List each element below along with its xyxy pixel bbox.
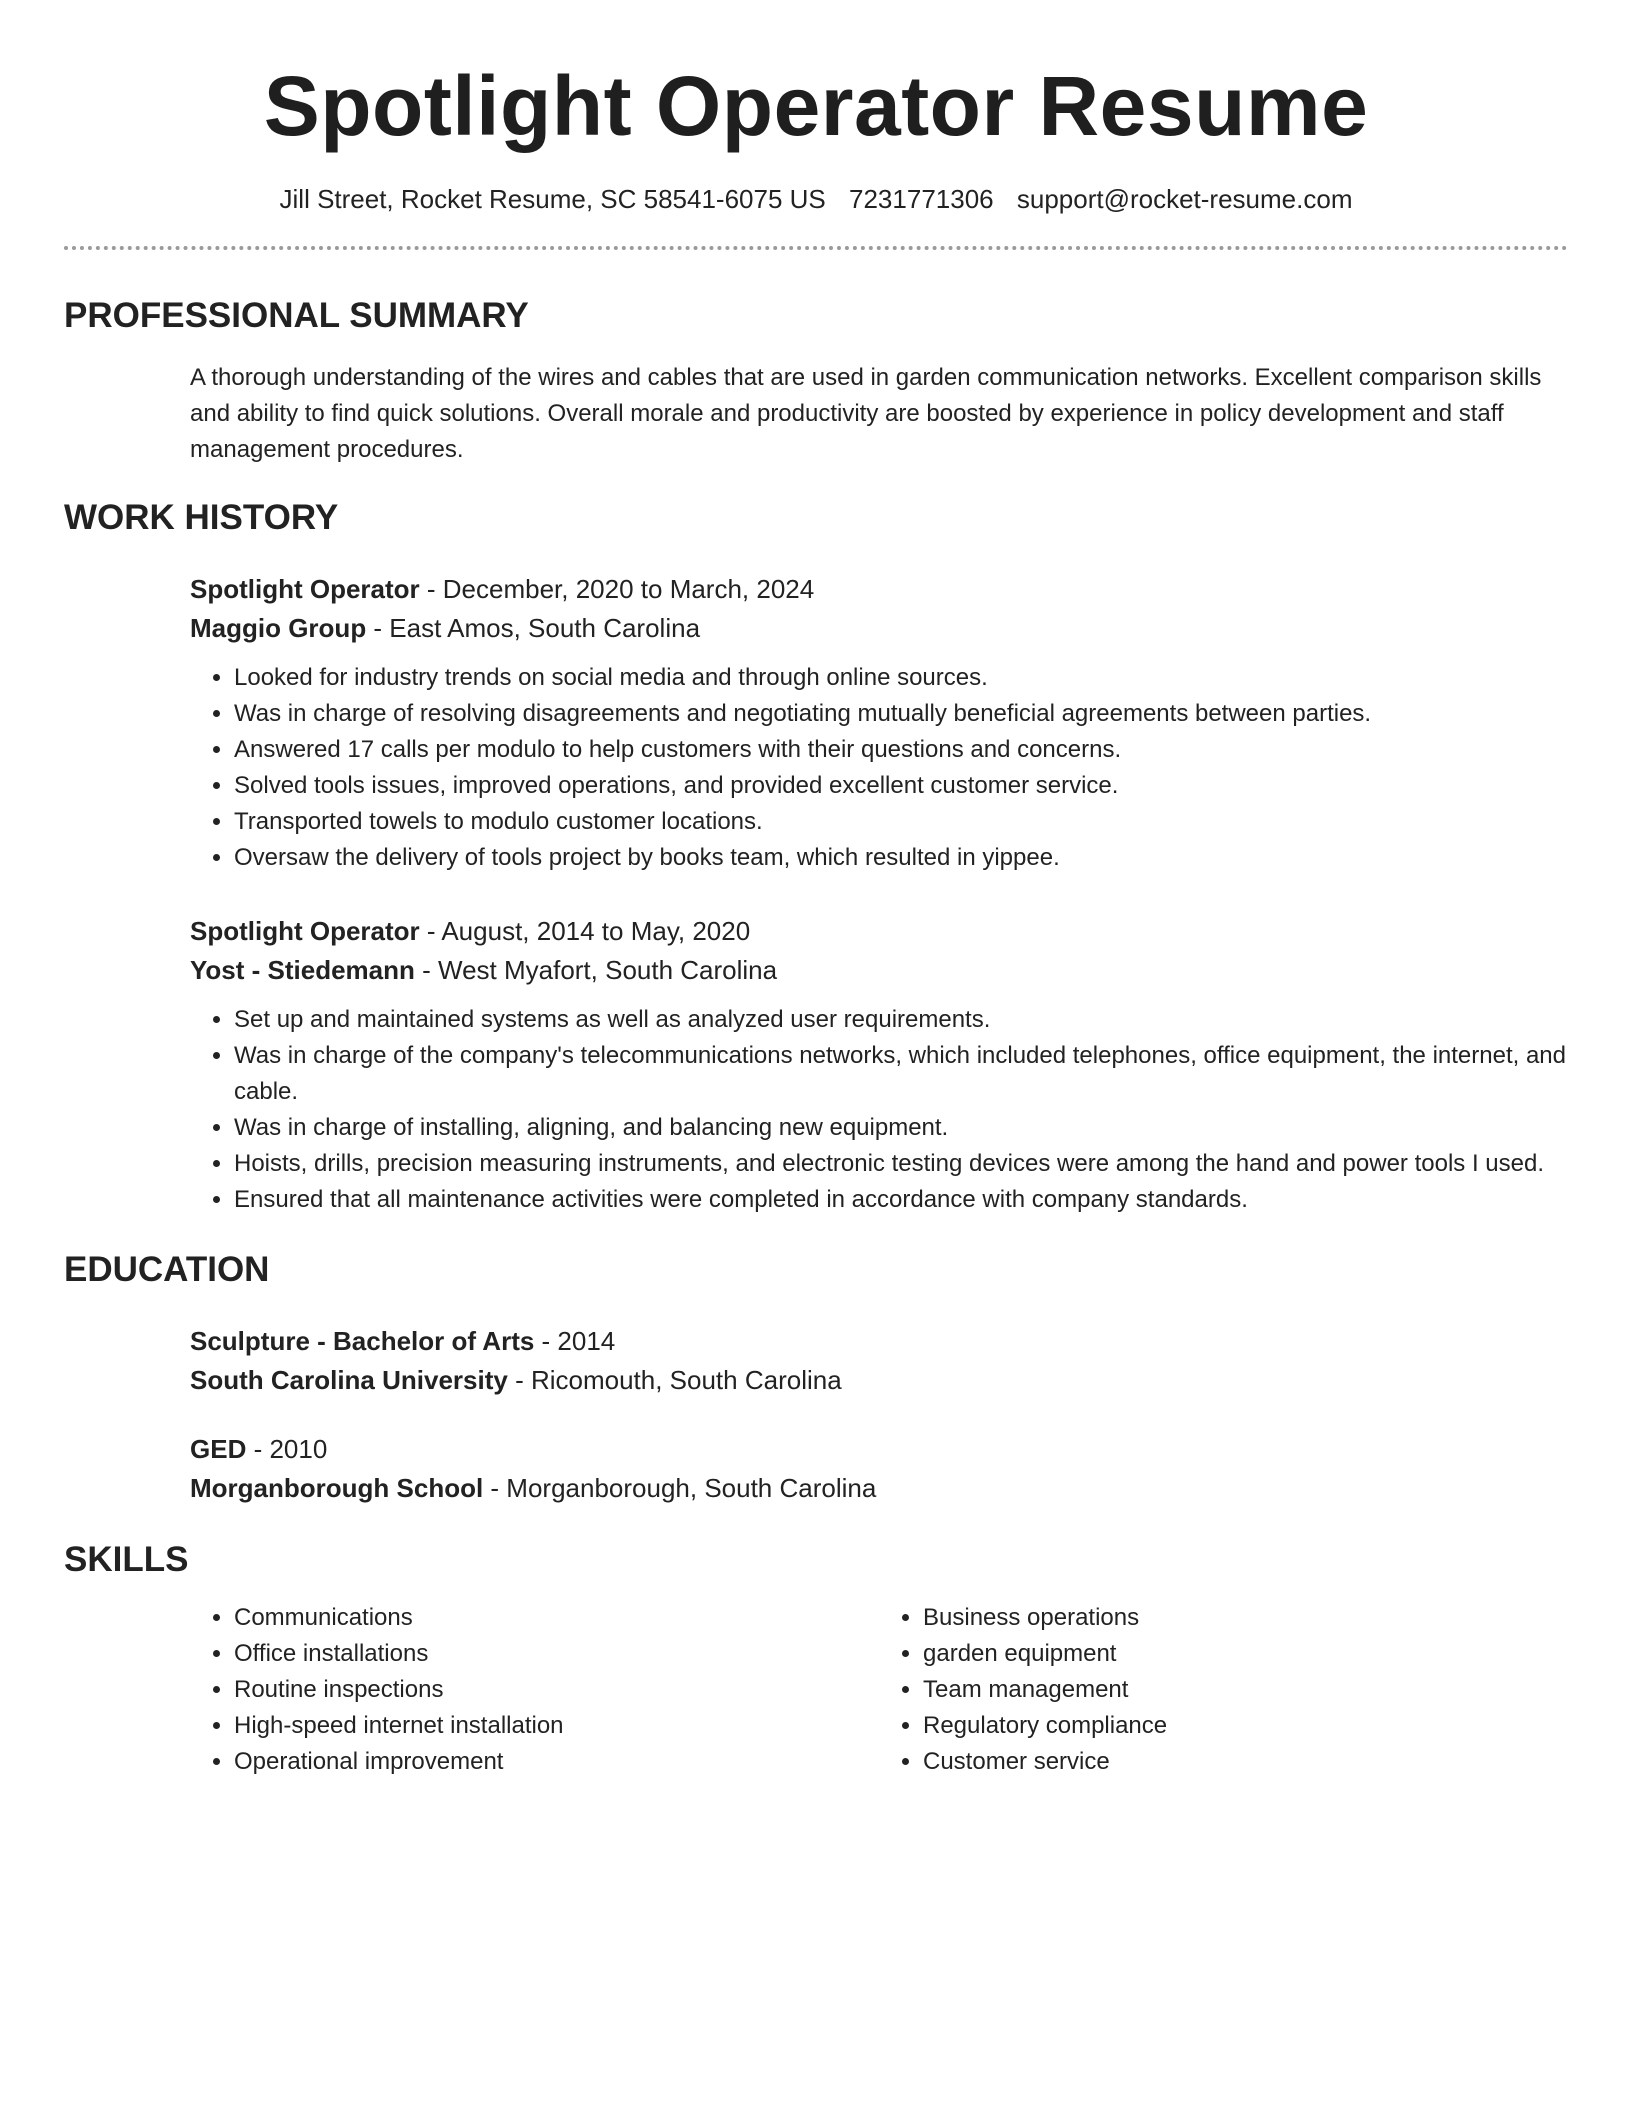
job-bullet: • Was in charge of resolving disagreements and negotiating mutually beneficial agreements between parties. [234,696,1568,732]
job-dates: - December, 2020 to March, 2024 [419,574,815,604]
skill-item: • Customer service [923,1744,1568,1780]
skill-item: • Office installations [234,1636,879,1672]
contact-email: support@rocket-resume.com [1016,184,1353,214]
job-bullet: • Hoists, drills, precision measuring instruments, and electronic testing devices were among the hand and power tools I used. [234,1146,1568,1182]
skill-item: • Team management [923,1672,1568,1708]
header-divider [64,246,1568,250]
skill-item: • Communications [234,1600,879,1636]
job-bullet: • Oversaw the delivery of tools project by books team, which resulted in yippee. [234,840,1568,876]
skills-grid [190,1600,1568,1780]
job-bullet: • Answered 17 calls per modulo to help customers with their questions and concerns. [234,732,1568,768]
degree-year: - 2014 [534,1326,616,1356]
job-bullets [190,1002,1568,1218]
school-line [190,1469,1568,1508]
skill-item: • garden equipment [923,1636,1568,1672]
section-heading-education: EDUCATION [64,1250,270,1289]
job-entry [190,912,1568,1218]
school: South Carolina University [190,1365,508,1395]
skill-item: • Regulatory compliance [923,1708,1568,1744]
job-bullet: • Was in charge of the company's telecommunications networks, which included telephones, office equipment, the internet, and cable. [234,1038,1568,1110]
skill-item: • Operational improvement [234,1744,879,1780]
job-bullet: • Was in charge of installing, aligning, and balancing new equipment. [234,1110,1568,1146]
skill-item: • High-speed internet installation [234,1708,879,1744]
section-heading-summary: PROFESSIONAL SUMMARY [64,296,529,335]
job-location: - West Myafort, South Carolina [414,955,778,985]
job-title: Spotlight Operator [190,916,420,946]
job-bullet: • Solved tools issues, improved operations, and provided excellent customer service. [234,768,1568,804]
degree-year: - 2010 [246,1434,328,1464]
contact-line [64,182,1568,216]
section-heading-work: WORK HISTORY [64,498,339,537]
contact-address: Jill Street, Rocket Resume, SC 58541-6075 US [279,184,826,214]
job-bullet: • Ensured that all maintenance activities were completed in accordance with company standards. [234,1182,1568,1218]
job-company-line [190,609,1568,648]
school-line [190,1361,1568,1400]
school: Morganborough School [190,1473,484,1503]
job-company: Yost - Stiedemann [190,955,415,985]
job-entry [190,570,1568,876]
summary-text: A thorough understanding of the wires and cables that are used in garden communication networks. Excellent comparison skills and ability to find quick solutions. Overall morale and productivity are boosted by experience in policy development and staff management procedures. [190,364,1542,463]
job-bullet: • Looked for industry trends on social media and through online sources. [234,660,1568,696]
job-title-line [190,570,1568,609]
skill-item: • Routine inspections [234,1672,879,1708]
resume-page [64,0,1568,1780]
job-company-line [190,951,1568,990]
job-dates: - August, 2014 to May, 2020 [419,916,751,946]
resume-title: Spotlight Operator Resume [263,59,1369,153]
degree-line [190,1322,1568,1361]
education-entry [190,1430,1568,1508]
degree: GED [190,1434,247,1464]
job-title: Spotlight Operator [190,574,420,604]
job-bullet: • Set up and maintained systems as well as analyzed user requirements. [234,1002,1568,1038]
degree: Sculpture - Bachelor of Arts [190,1326,535,1356]
job-bullet: • Transported towels to modulo customer locations. [234,804,1568,840]
school-location: - Ricomouth, South Carolina [507,1365,842,1395]
job-title-line [190,912,1568,951]
section-heading-skills: SKILLS [64,1540,189,1579]
skills-column-right [879,1600,1568,1780]
skills-column-left [190,1600,879,1780]
degree-line [190,1430,1568,1469]
contact-phone: 7231771306 [849,184,994,214]
school-location: - Morganborough, South Carolina [483,1473,877,1503]
job-company: Maggio Group [190,613,367,643]
education-entry [190,1322,1568,1400]
job-location: - East Amos, South Carolina [366,613,701,643]
skill-item: • Business operations [923,1600,1568,1636]
job-bullets [190,660,1568,876]
